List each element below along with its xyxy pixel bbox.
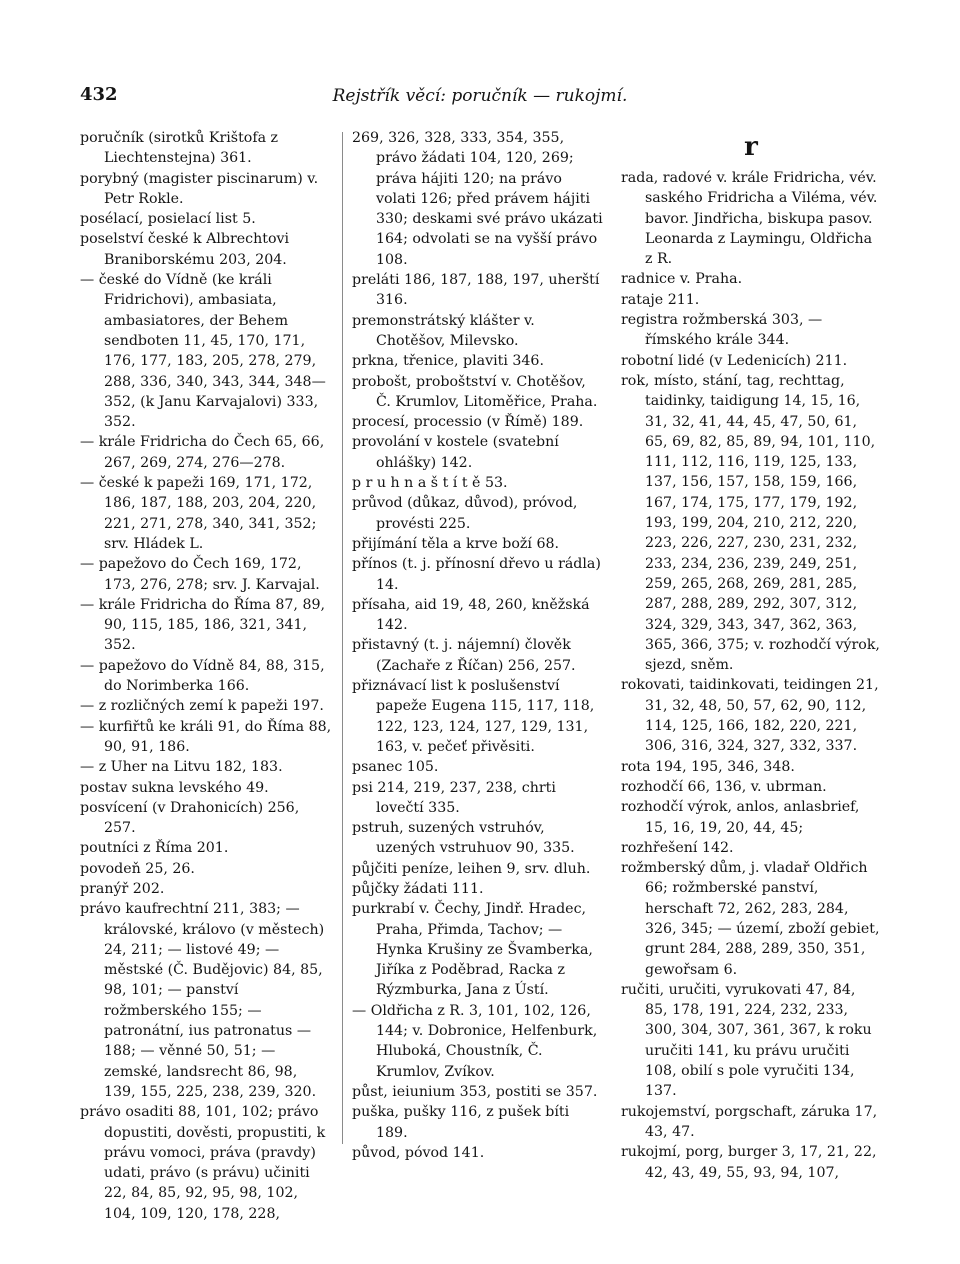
index-entry: — z Uher na Litvu 182, 183. <box>80 759 283 776</box>
index-entry: rukojemství, porgschaft, záruka 17, 43, 47. <box>621 1103 878 1140</box>
index-entry: rukojmí, porg, burger 3, 17, 21, 22, 42, 43, 49, 55, 93, 94, 107, <box>621 1144 877 1181</box>
index-entry: přijímání těla a krve boží 68. <box>352 535 560 552</box>
index-entry: posélací, posielací list 5. <box>80 211 256 228</box>
index-entry: přistavný (t. j. nájemní) člověk (Zachaře z Říčan) 256, 257. <box>352 637 576 674</box>
index-entry: rozhodčí 66, 136, v. ubrman. <box>621 778 827 795</box>
index-entry: rokovati, taidinkovati, teidingen 21, 31, 32, 48, 50, 57, 62, 90, 112, 114, 125, 166, 182, 220, 221, 306, 316, 324, 327, 332, 337. <box>621 677 879 755</box>
index-column-2 <box>352 128 605 1163</box>
index-entry: — české do Vídně (ke králi Fridrichovi), ambasiata, ambasiatores, der Behem sendboten 11, 45, 170, 171, 176, 177, 183, 205, 278, 279, 288, 336, 340, 343, 344, 348—352, (k Janu Karvajalovi) 333, 352. <box>80 272 326 431</box>
index-entry: premonstrátský klášter v. Chotěšov, Milevsko. <box>352 312 535 349</box>
index-entry: poutníci z Říma 201. <box>80 840 229 857</box>
index-entry: robotní lidé (v Ledenicích) 211. <box>621 352 848 369</box>
index-entry: posvícení (v Drahonicích) 256, 257. <box>80 799 300 837</box>
index-entry: rota 194, 195, 346, 348. <box>621 758 795 775</box>
index-entry: původ, póvod 141. <box>352 1144 485 1161</box>
index-entry: puška, pušky 116, z pušek bíti 189. <box>352 1104 570 1141</box>
index-entry: rok, místo, stání, tag, rechttag, taidinky, taidigung 14, 15, 16, 31, 32, 41, 44, 45, 47, 50, 61, 65, 69, 82, 85, 89, 94, 101, 110, 111, 112, 116, 119, 125, 133, 137, 156, 157, 158, 159, 166, 167, 174, 175, 177, 179, 192, 193, 199, 204, 210, 212, 220, 223, 226, 227, 230, 231, 232, 233, 234, 236, 239, 249, 251, 259, 265, 268, 269, 281, 285, 287, 288, 289, 292, 307, 312, 324, 329, 343, 347, 362, 363, 365, 366, 375; v. rozhodčí výrok, sjezd, sněm. <box>621 372 880 674</box>
page-number: 432 <box>80 84 118 105</box>
index-entry: půst, ieiunium 353, postiti se 357. <box>352 1083 598 1100</box>
index-entry: poselství české k Albrechtovi Braniborskému 203, 204. <box>80 231 290 268</box>
index-entry: procesí, processio (v Římě) 189. <box>352 414 584 431</box>
index-entry: radnice v. Praha. <box>621 271 743 288</box>
index-entry: psi 214, 219, 237, 238, chrti lovečtí 335. <box>352 779 556 816</box>
index-entry: provolání v kostele (svatební ohlášky) 142. <box>352 434 559 471</box>
index-entry: právo kaufrechtní 211, 383; — královské, královo (v městech) 24, 211; — listové 49; — městské (Č. Budějovic) 84, 85, 98, 101; — panství rožmberského 155; — patronátní, ius patronatus — 188; — věnné 50, 51; — zemské, landsrecht 86, 98, 139, 155, 225, 238, 239, 320. <box>80 901 325 1100</box>
index-entry: pranýř 202. <box>80 880 165 897</box>
index-entry: probošt, proboštství v. Chotěšov, Č. Krumlov, Litoměřice, Praha. <box>352 373 598 410</box>
index-entry: ručiti, uručiti, vyrukovati 47, 84, 85, 178, 191, 224, 232, 233, 300, 304, 307, 361, 367, k roku uručiti 141, ku právu uručiti 108, obilí s pole vyručiti 134, 137. <box>621 981 872 1100</box>
index-entry: rozhodčí výrok, anlos, anlasbrief, 15, 16, 19, 20, 44, 45; <box>621 799 860 836</box>
index-entry: 269, 326, 328, 333, 354, 355, právo žádati 104, 120, 269; práva hájiti 120; na právo volati 126; před právem hájiti 330; deskami své právo ukázati 164; odvolati se na vyšší právo 108. <box>352 130 603 268</box>
index-entry: purkrabí v. Čechy, Jindř. Hradec, Praha, Přimda, Tachov; — Hynka Krušiny ze Švamberka, Jiříka z Poděbrad, Racka z Rýzmburka, Jana z Ústí. <box>352 901 593 999</box>
index-entry: — z rozličných zemí k papeži 197. <box>80 698 324 715</box>
index-entry: — krále Fridricha do Čech 65, 66, 267, 269, 274, 276—278. <box>80 434 325 471</box>
index-entry: rozhřešení 142. <box>621 839 734 856</box>
index-entry: registra rožmberská 303, — římského krále 344. <box>621 312 823 349</box>
index-entry: — papežovo do Čech 169, 172, 173, 276, 278; srv. J. Karvajal. <box>80 556 320 593</box>
index-entry: půjčky žádati 111. <box>352 880 484 897</box>
index-entry: — Oldřicha z R. 3, 101, 102, 126, 144; v. Dobronice, Helfenburk, Hluboká, Choustník, Č. Krumlov, Zvíkov. <box>352 1002 598 1080</box>
index-entry: poručník (sirotků Krištofa z Liechtenstejna) 361. <box>80 130 279 167</box>
index-column-3 <box>621 128 881 1183</box>
index-entry: rataje 211. <box>621 291 700 308</box>
index-entry: — papežovo do Vídně 84, 88, 315, do Norimberka 166. <box>80 657 325 695</box>
index-entry: postav sukna levského 49. <box>80 779 269 796</box>
index-entry: pstruh, suzených vstruhóv, uzených vstruhuov 90, 335. <box>352 820 575 857</box>
index-entry: — krále Fridricha do Říma 87, 89, 90, 115, 185, 186, 321, 341, 352. <box>80 596 326 654</box>
index-entry: rožmberský dům, j. vladař Oldřich 66; rožmberské panství, herschaft 72, 262, 283, 284, 326, 345; — území, zboží gebiet, grunt 284, 288, 289, 350, 351, gewořsam 6. <box>621 860 880 978</box>
index-entry: právo osaditi 88, 101, 102; právo dopustiti, dověsti, propustiti, k právu vomoci, práva (pravdy) udati, právo (s právu) učiniti 22, 84, 85, 92, 95, 98, 102, 104, 109, 120, 178, 228, <box>80 1104 326 1222</box>
index-entry: — české k papeži 169, 171, 172, 186, 187, 188, 203, 204, 220, 221, 271, 278, 340, 341, 352; srv. Hládek L. <box>80 475 317 552</box>
column-divider <box>342 132 343 1144</box>
index-entry: porybný (magister piscinarum) v. Petr Rokle. <box>80 170 319 207</box>
index-entry: p r u h n a š t í t ě 53. <box>352 475 508 492</box>
index-column-1 <box>80 128 332 1224</box>
index-entry: průvod (důkaz, důvod), próvod, provésti 225. <box>352 495 578 532</box>
section-letter: r <box>744 132 758 162</box>
index-entry: přísaha, aid 19, 48, 260, kněžská 142. <box>352 596 590 634</box>
index-entry: rada, radové v. krále Fridricha, vév. saského Fridricha a Viléma, vév. bavor. Jindřicha, biskupa pasov. Leonarda z Laymingu, Oldřicha z R. <box>621 170 878 268</box>
running-title: Rejstřík věcí: poručník — rukojmí. <box>332 86 628 106</box>
index-entry: povodeň 25, 26. <box>80 860 195 877</box>
index-entry: půjčiti peníze, leihen 9, srv. dluh. <box>352 860 591 877</box>
index-entry: přínos (t. j. přínosní dřevo u rádla) 14. <box>352 556 601 593</box>
index-entry: přiznávací list k poslušenství papeže Eugena 115, 117, 118, 122, 123, 124, 127, 129, 131, 163, v. pečeť přivěsiti. <box>352 678 595 755</box>
index-entry: preláti 186, 187, 188, 197, uherští 316. <box>352 272 600 309</box>
index-entry: — kurfiřtů ke králi 91, do Říma 88, 90, 91, 186. <box>80 718 332 755</box>
index-entry: psanec 105. <box>352 759 439 776</box>
index-entry: prkna, třenice, plaviti 346. <box>352 353 544 370</box>
